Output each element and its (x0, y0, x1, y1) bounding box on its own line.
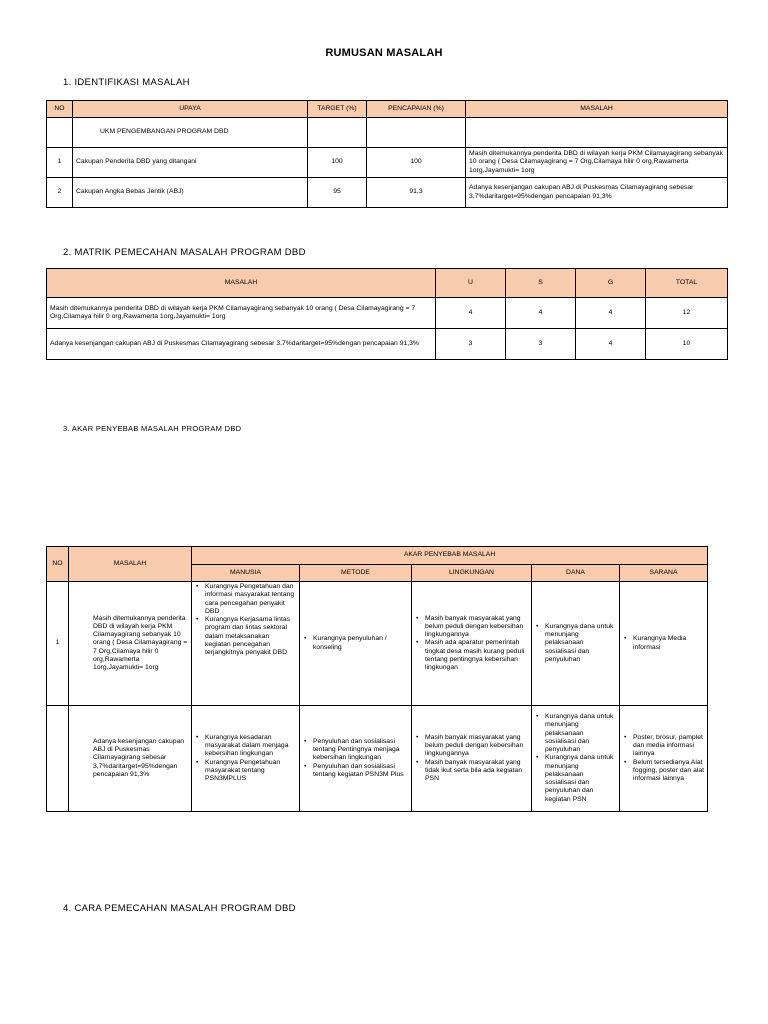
group-empty-cell (466, 118, 728, 148)
table-row (47, 178, 728, 208)
akar-penyebab-table (46, 546, 708, 812)
row-sarana (620, 706, 708, 812)
list-item: • Kurangnya Media informasi (633, 635, 704, 652)
row-upaya: Cakupan Angka Bebas Jentik (ABJ) (73, 178, 308, 208)
header-g: G (576, 269, 646, 298)
header-upaya: UPAYA (73, 101, 308, 118)
section-1-heading: 1. IDENTIFIKASI MASALAH (63, 77, 190, 88)
row-s: 4 (506, 298, 576, 329)
header-masalah: MASALAH (47, 269, 436, 298)
header-no: NO (47, 101, 73, 118)
group-empty-cell (308, 118, 367, 148)
header-s: S (506, 269, 576, 298)
document-title: RUMUSAN MASALAH (325, 47, 443, 59)
row-s: 3 (506, 329, 576, 360)
row-total: 12 (646, 298, 728, 329)
row-lingkungan (412, 706, 532, 812)
row-g: 4 (576, 298, 646, 329)
matrik-pemecahan-table (46, 268, 728, 360)
list-item: • Masih ada aparatur pemerintah tingkat desa masih kurang peduli tentang pentingnya kebersihan lingkungan (425, 639, 528, 672)
list-item: • Penyuluhan dan sosialisasi tentang Pentingnya menjaga kebersihan lingkungan (313, 738, 408, 763)
row-pencapaian: 100 (367, 148, 466, 178)
row-total: 10 (646, 329, 728, 360)
list-item: • Kurangnya kesadaran masyarakat dalam menjaga kebersihan lingkungan (205, 734, 296, 759)
row-masalah: Masih ditemukannya penderita DBD di wilayah kerja PKM Cilamayagirang sebanyak 10 orang ( Desa Cilamayagirang = 7 Org,Cilamaya hilir 0 org,Rawamerta 1org,Jayamukti= 1org (69, 582, 192, 706)
row-dana (532, 706, 620, 812)
row-metode (300, 582, 412, 706)
row-masalah: Masih ditemukannya penderita DBD di wilayah kerja PKM Cilamayagirang sebanyak 10 orang ( Desa Cilamayagirang = 7 Org,Cilamaya hilir 0 org,Rawamerta 1org,Jayamukti= 1org (47, 298, 436, 329)
group-empty-cell (367, 118, 466, 148)
row-sarana (620, 582, 708, 706)
header-akar-penyebab: AKAR PENYEBAB MASALAH (192, 547, 708, 565)
identifikasi-masalah-table (46, 100, 728, 208)
row-masalah: Adanya kesenjangan cakupan ABJ di Puskesmas Cilamayagirang sebesar 3,7%daritarget=95%dengan pencapaian 91,3% (466, 178, 728, 208)
list-item: • Kurangnya dana untuk menunjang pelaksanaan sosialisasi dan penyuluhan (545, 623, 616, 664)
list-item: • Masih banyak masyarakat yang tidak ikut serta bila ada kegiatan PSN (425, 759, 528, 784)
group-no-cell (47, 118, 73, 148)
table-row (47, 706, 708, 812)
row-lingkungan (412, 582, 532, 706)
list-item: • Kurangnya dana untuk menunjang pelaksanaan sosialisasi dan penyuluhan dan kegiatan PSN (545, 754, 616, 804)
row-manusia (192, 706, 300, 812)
section-2-heading: 2. MATRIK PEMECAHAN MASALAH PROGRAM DBD (63, 247, 306, 258)
row-no: 2 (47, 178, 73, 208)
table-row (47, 329, 728, 360)
row-u: 3 (436, 329, 506, 360)
header-target: TARGET (%) (308, 101, 367, 118)
header-metode: METODE (300, 565, 412, 582)
list-item: • Masih banyak masyarakat yang belum peduli dengan kebersihan lingkungannya (425, 615, 528, 640)
header-lingkungan: LINGKUNGAN (412, 565, 532, 582)
header-total: TOTAL (646, 269, 728, 298)
table-row (47, 298, 728, 329)
table-row (47, 148, 728, 178)
header-masalah: MASALAH (69, 547, 192, 582)
row-g: 4 (576, 329, 646, 360)
row-upaya: Cakupan Penderita DBD yang ditangani (73, 148, 308, 178)
header-no: NO (47, 547, 69, 582)
header-u: U (436, 269, 506, 298)
row-target: 95 (308, 178, 367, 208)
row-no: 1 (47, 582, 69, 706)
header-masalah: MASALAH (466, 101, 728, 118)
list-item: • Kurangnya Kerjasama lintas program dan lintas sektoral dalam melaksanakan kegiatan pencegahan terjangkitnya penyakit DBD (205, 616, 296, 657)
row-target: 100 (308, 148, 367, 178)
header-dana: DANA (532, 565, 620, 582)
table-row (47, 582, 708, 706)
row-masalah: Masih ditemukannya penderita DBD di wilayah kerja PKM Cilamayagirang sebanyak 10 orang ( Desa Cilamayagirang = 7 Org,Cilamaya hilir 0 org,Rawamerta 1org,Jayamukti= 1org (466, 148, 728, 178)
group-label: UKM PENGEMBANGAN PROGRAM DBD (73, 118, 308, 148)
row-no: 1 (47, 148, 73, 178)
list-item: • Penyuluhan dan sosialisasi tentang kegiatan PSN3M Plus (313, 763, 408, 780)
row-dana (532, 582, 620, 706)
header-pencapaian: PENCAPAIAN (%) (367, 101, 466, 118)
row-manusia (192, 582, 300, 706)
list-item: • Masih banyak masyarakat yang belum peduli dengan kebersihan lingkungannya (425, 734, 528, 759)
list-item: • Kurangnya Pengetahuan masyarakat tentang PSN3MPLUS (205, 759, 296, 784)
header-sarana: SARANA (620, 565, 708, 582)
row-masalah: Adanya kesenjangan cakupan ABJ di Puskesmas Cilamayagirang sebesar 3,7%daritarget=95%dengan pencapaian 91,3% (69, 706, 192, 812)
list-item: • Kurangnya dana untuk menunjang pelaksanaan sosialisasi dan penyuluhan (545, 713, 616, 754)
list-item: • Poster, brosur, pamplet dan media informasi lainnya (633, 734, 704, 759)
section-4-heading: 4. CARA PEMECAHAN MASALAH PROGRAM DBD (63, 903, 296, 914)
row-masalah: Adanya kesenjangan cakupan ABJ di Puskesmas Cilamayagirang sebesar 3,7%daritarget=95%dengan pencapaian 91,3% (47, 329, 436, 360)
row-metode (300, 706, 412, 812)
row-u: 4 (436, 298, 506, 329)
row-no (47, 706, 69, 812)
row-pencapaian: 91,3 (367, 178, 466, 208)
header-manusia: MANUSIA (192, 565, 300, 582)
list-item: • Kurangnya penyuluhan / konseling (313, 635, 408, 652)
list-item: • Belum tersedianya Alat fogging, poster dan alat informasi lainnya (633, 759, 704, 784)
list-item: • Kurangnya Pengetahuan dan informasi masyarakat tentang cara pencegahan penyakit DBD (205, 583, 296, 616)
section-3-heading: 3. AKAR PENYEBAB MASALAH PROGRAM DBD (63, 424, 242, 433)
